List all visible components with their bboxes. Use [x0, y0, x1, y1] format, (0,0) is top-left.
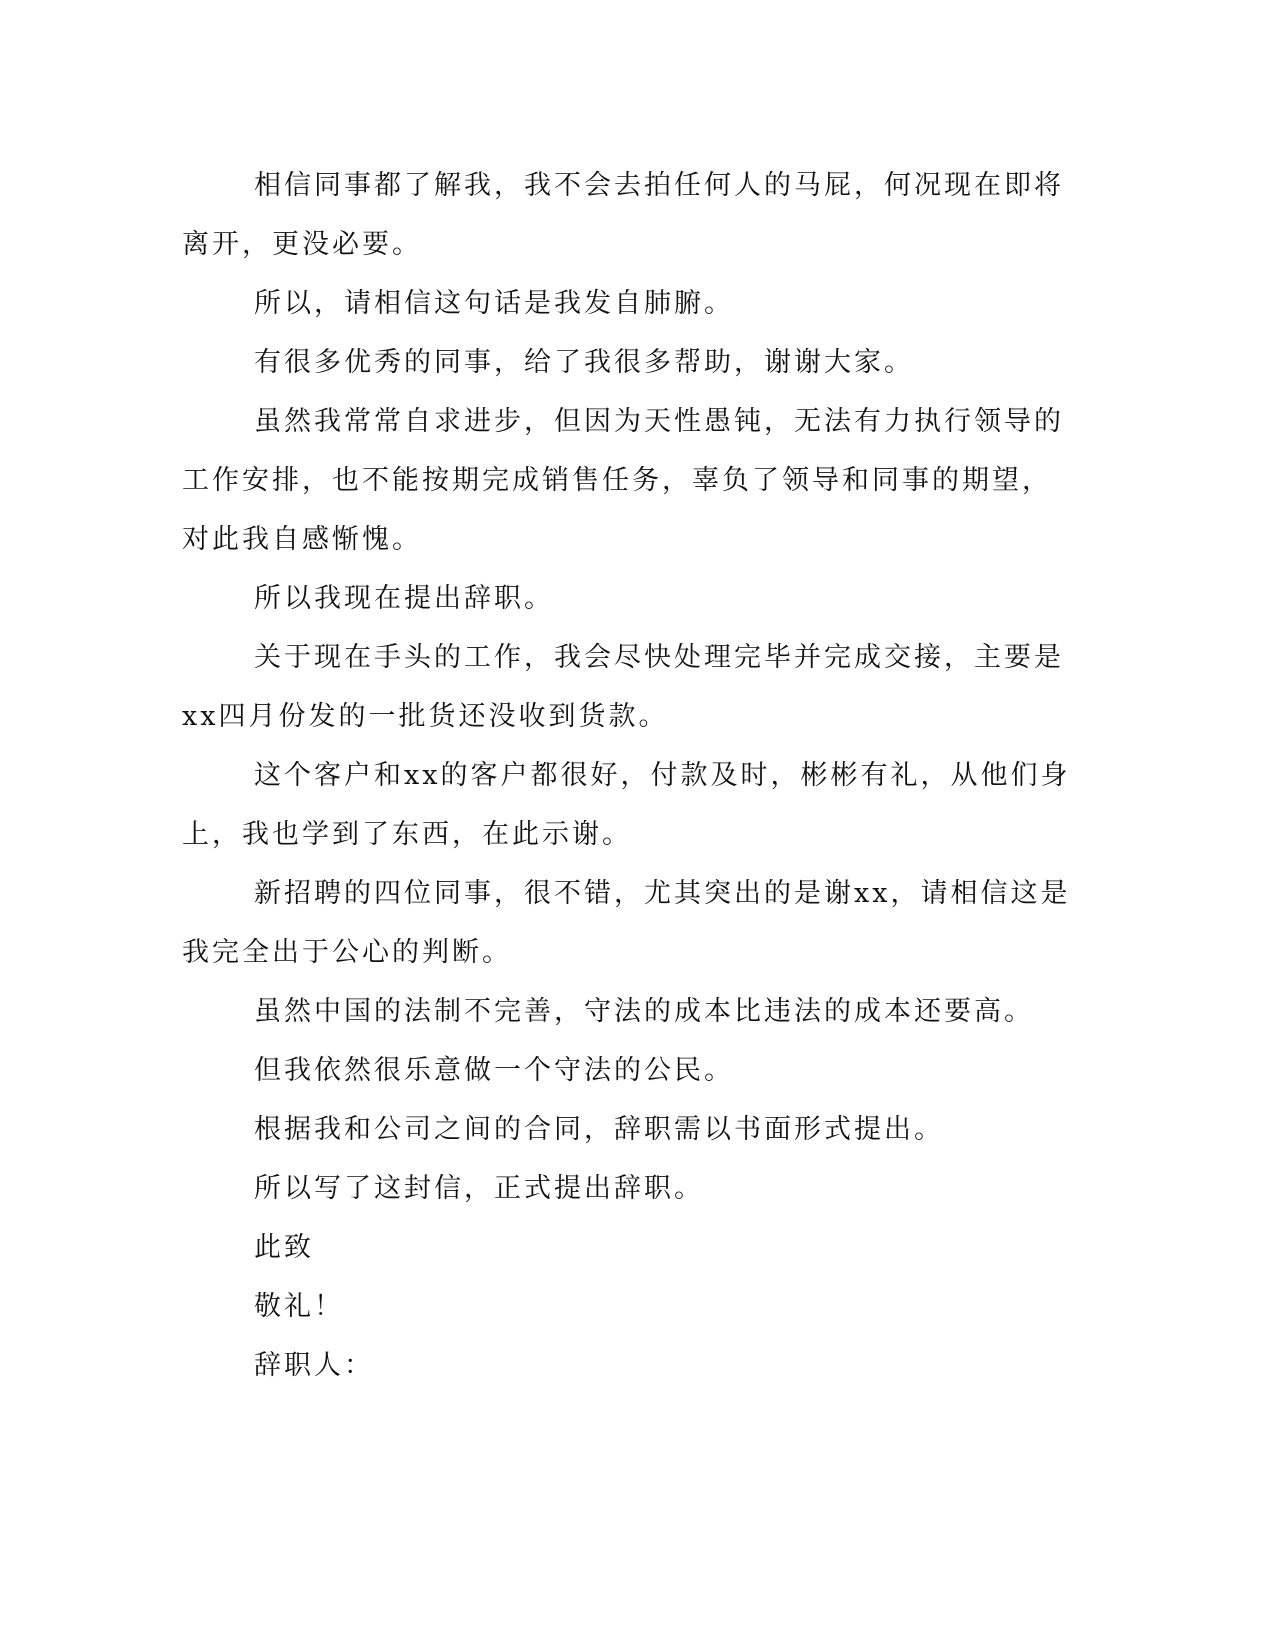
paragraph-2: 所以，请相信这句话是我发自肺腑。	[254, 288, 734, 319]
paragraph-4: 虽然我常常自求进步，但因为天性愚钝，无法有力执行领导的工作安排，也不能按期完成销售任务，辜负了领导和同事的期望，对此我自感惭愧。	[182, 406, 1064, 555]
paragraph-11: 根据我和公司之间的合同，辞职需以书面形式提出。	[254, 1114, 944, 1145]
paragraph-7: 这个客户和xx的客户都很好，付款及时，彬彬有礼，从他们身上，我也学到了东西，在此示谢。	[182, 760, 1071, 850]
paragraph-9: 虽然中国的法制不完善，守法的成本比违法的成本还要高。	[254, 996, 1034, 1027]
paragraph-6: 关于现在手头的工作，我会尽快处理完毕并完成交接，主要是xx四月份发的一批货还没收到货款。	[182, 642, 1064, 732]
closing-salutation: 此致	[254, 1232, 314, 1263]
signature-line: 辞职人：	[254, 1350, 374, 1381]
paragraph-3: 有很多优秀的同事，给了我很多帮助，谢谢大家。	[254, 347, 914, 378]
letter-body	[182, 156, 1072, 1395]
paragraph-10: 但我依然很乐意做一个守法的公民。	[254, 1055, 734, 1086]
paragraph-5: 所以我现在提出辞职。	[254, 583, 554, 614]
closing-regards: 敬礼！	[254, 1291, 344, 1322]
paragraph-8: 新招聘的四位同事，很不错，尤其突出的是谢xx，请相信这是我完全出于公心的判断。	[182, 878, 1071, 968]
paragraph-12: 所以写了这封信，正式提出辞职。	[254, 1173, 704, 1204]
paragraph-1: 相信同事都了解我，我不会去拍任何人的马屁，何况现在即将离开，更没必要。	[182, 170, 1064, 260]
